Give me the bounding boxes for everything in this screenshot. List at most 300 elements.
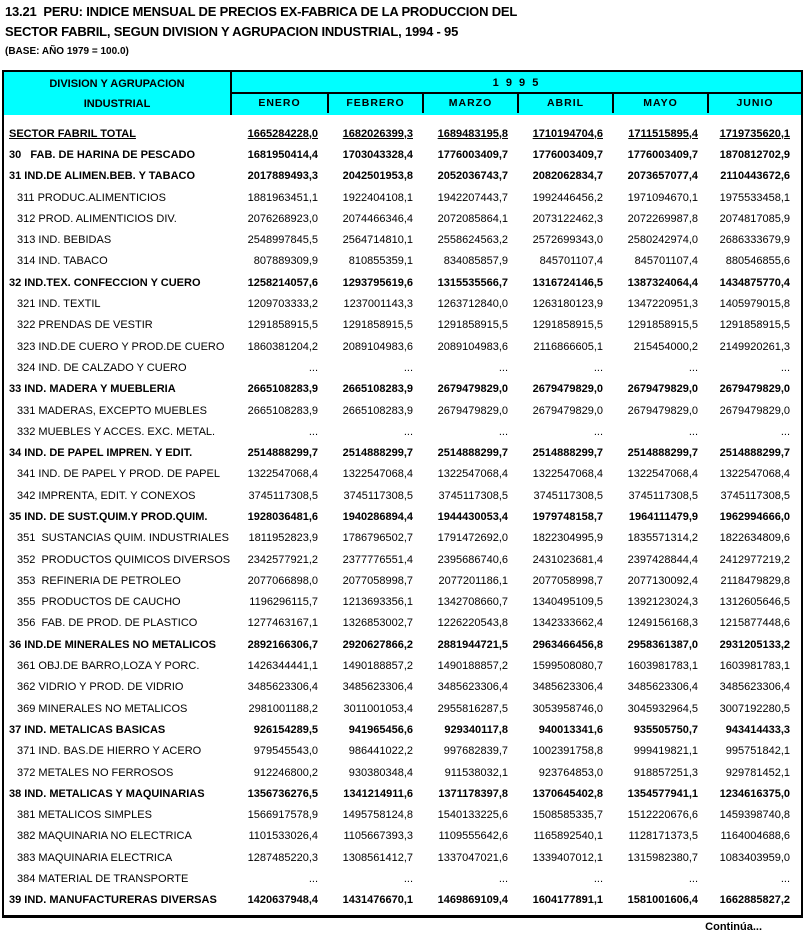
row-value: 1370645402,8 xyxy=(532,787,603,800)
row-value: 1322547068,4 xyxy=(719,468,790,481)
row-label: SECTOR FABRIL TOTAL xyxy=(9,127,136,140)
table-row xyxy=(4,506,801,527)
header-month-marzo: MARZO xyxy=(422,94,517,113)
row-value: 1291858915,5 xyxy=(342,319,413,332)
row-value: 3485623306,4 xyxy=(247,681,318,694)
header-month-abril: ABRIL xyxy=(517,94,612,113)
table-row xyxy=(4,868,801,889)
row-value: 1315982380,7 xyxy=(627,851,698,864)
row-label: 356 FAB. DE PROD. DE PLASTICO xyxy=(17,617,198,630)
row-value: 1213693356,1 xyxy=(342,596,413,609)
row-value: 2572699343,0 xyxy=(532,234,603,247)
row-value: ... xyxy=(308,361,318,374)
header-months-row xyxy=(232,94,801,113)
base-year-note: (BASE: AÑO 1979 = 100.0) xyxy=(5,46,129,57)
row-value: 1164004688,6 xyxy=(720,830,790,843)
row-label: 30 FAB. DE HARINA DE PESCADO xyxy=(9,148,196,161)
row-label: 39 IND. MANUFACTURERAS DIVERSAS xyxy=(9,894,217,907)
row-value: 1710194704,6 xyxy=(532,127,603,140)
row-label: 322 PRENDAS DE VESTIR xyxy=(17,319,153,332)
header-year: 1 9 9 5 xyxy=(232,72,801,94)
row-value: 943414433,3 xyxy=(725,723,790,736)
row-value: 1942207443,7 xyxy=(437,191,508,204)
row-value: 2514888299,7 xyxy=(719,447,790,460)
row-value: 1356736276,5 xyxy=(247,787,318,800)
row-value: 2558624563,2 xyxy=(437,234,508,247)
row-value: 999419821,1 xyxy=(633,745,698,758)
row-value: 1083403959,0 xyxy=(719,851,790,864)
row-label: 351 SUSTANCIAS QUIM. INDUSTRIALES xyxy=(17,532,229,545)
row-label: 342 IMPRENTA, EDIT. Y CONEXOS xyxy=(17,489,196,502)
row-value: 1308561412,7 xyxy=(342,851,413,864)
row-value: 3011001053,4 xyxy=(343,702,413,715)
row-value: 1316724146,5 xyxy=(532,276,603,289)
row-label: 331 MADERAS, EXCEPTO MUEBLES xyxy=(17,404,207,417)
row-value: 1341214911,6 xyxy=(343,787,413,800)
table-row xyxy=(4,698,801,719)
row-label: 36 IND.DE MINERALES NO METALICOS xyxy=(9,638,216,651)
row-value: 3745117308,5 xyxy=(628,489,698,502)
row-value: 2686333679,9 xyxy=(719,234,790,247)
row-label: 37 IND. METALICAS BASICAS xyxy=(9,723,166,736)
row-value: 1776003409,7 xyxy=(532,148,603,161)
row-value: ... xyxy=(308,873,318,886)
row-value: 1459398740,8 xyxy=(719,809,790,822)
row-value: 3007192280,5 xyxy=(719,702,790,715)
table-row xyxy=(4,293,801,314)
row-value: 2089104983,6 xyxy=(437,340,508,353)
row-value: 3045932964,5 xyxy=(627,702,698,715)
row-label: 384 MATERIAL DE TRANSPORTE xyxy=(17,873,189,886)
row-value: 2514888299,7 xyxy=(247,447,318,460)
row-value: 2082062834,7 xyxy=(532,170,603,183)
table-row xyxy=(4,634,801,655)
row-value: 926154289,5 xyxy=(253,723,318,736)
table-row xyxy=(4,570,801,591)
row-value: 2017889493,3 xyxy=(247,170,318,183)
row-label: 353 REFINERIA DE PETROLEO xyxy=(17,574,181,587)
row-value: 2548997845,5 xyxy=(247,234,318,247)
row-value: 1002391758,8 xyxy=(532,745,603,758)
row-value: 2665108283,9 xyxy=(342,383,413,396)
row-value: 997682839,7 xyxy=(443,745,508,758)
table-header xyxy=(4,72,801,115)
row-value: 1940286894,4 xyxy=(342,510,413,523)
row-label: 33 IND. MADERA Y MUEBLERIA xyxy=(9,383,176,396)
row-value: ... xyxy=(688,873,698,886)
row-value: 2118479829,8 xyxy=(720,574,790,587)
row-value: 1979748158,7 xyxy=(532,510,603,523)
row-value: 2881944721,5 xyxy=(437,638,508,651)
row-value: 2665108283,9 xyxy=(247,404,318,417)
row-value: 1604177891,1 xyxy=(532,894,603,907)
row-value: 1975533458,1 xyxy=(719,191,790,204)
row-value: 1387324064,4 xyxy=(627,276,698,289)
row-value: 1822634809,6 xyxy=(719,532,790,545)
row-value: 1342333662,4 xyxy=(532,617,603,630)
row-value: 1490188857,2 xyxy=(437,660,508,673)
row-value: 2564714810,1 xyxy=(342,234,413,247)
row-value: ... xyxy=(593,425,603,438)
row-label: 324 IND. DE CALZADO Y CUERO xyxy=(17,361,187,374)
row-value: 2042501953,8 xyxy=(342,170,413,183)
row-value: 2679479829,0 xyxy=(719,383,790,396)
row-value: 3745117308,5 xyxy=(343,489,413,502)
row-value: 2076268923,0 xyxy=(247,212,318,225)
table-row xyxy=(4,442,801,463)
row-value: 2679479829,0 xyxy=(627,404,698,417)
row-value: 1337047021,6 xyxy=(437,851,508,864)
row-value: 1434875770,4 xyxy=(719,276,790,289)
row-value: 215454000,2 xyxy=(633,340,698,353)
row-label: 369 MINERALES NO METALICOS xyxy=(17,702,188,715)
row-value: 2920627866,2 xyxy=(342,638,413,651)
row-value: 2679479829,0 xyxy=(719,404,790,417)
row-value: ... xyxy=(498,425,508,438)
table-row xyxy=(4,229,801,250)
row-value: 1263180123,9 xyxy=(532,298,603,311)
row-value: ... xyxy=(498,361,508,374)
row-value: 1581001606,4 xyxy=(627,894,698,907)
table-row xyxy=(4,357,801,378)
row-value: 1469869109,4 xyxy=(437,894,508,907)
row-value: 1291858915,5 xyxy=(719,319,790,332)
row-value: 1405979015,8 xyxy=(719,298,790,311)
header-months-section xyxy=(232,72,801,115)
row-value: 1347220951,3 xyxy=(627,298,698,311)
row-value: 2679479829,0 xyxy=(437,404,508,417)
row-value: ... xyxy=(593,873,603,886)
row-value: 2955816287,5 xyxy=(437,702,508,715)
row-value: 1291858915,5 xyxy=(247,319,318,332)
row-value: ... xyxy=(403,361,413,374)
row-value: ... xyxy=(780,425,790,438)
row-value: 2072085864,1 xyxy=(437,212,508,225)
table-row xyxy=(4,528,801,549)
row-value: 1971094670,1 xyxy=(627,191,698,204)
table-row xyxy=(4,187,801,208)
row-value: 1226220543,8 xyxy=(437,617,508,630)
row-value: 2958361387,0 xyxy=(627,638,698,651)
row-value: 2074466346,4 xyxy=(342,212,413,225)
row-value: 3485623306,4 xyxy=(627,681,698,694)
row-value: 2077058998,7 xyxy=(342,574,413,587)
row-value: 2077066898,0 xyxy=(247,574,318,587)
row-value: 3745117308,5 xyxy=(720,489,790,502)
row-value: 1835571314,2 xyxy=(627,532,698,545)
row-value: 2981001188,2 xyxy=(248,702,318,715)
header-division-column xyxy=(4,72,232,115)
row-value: ... xyxy=(780,873,790,886)
row-value: 1291858915,5 xyxy=(437,319,508,332)
row-value: 912246800,2 xyxy=(253,766,318,779)
row-label: 35 IND. DE SUST.QUIM.Y PROD.QUIM. xyxy=(9,510,208,523)
row-label: 371 IND. BAS.DE HIERRO Y ACERO xyxy=(17,745,202,758)
row-label: 34 IND. DE PAPEL IMPREN. Y EDIT. xyxy=(9,447,193,460)
row-value: 929781452,1 xyxy=(725,766,790,779)
row-label: 321 IND. TEXTIL xyxy=(17,298,101,311)
row-value: 3745117308,5 xyxy=(248,489,318,502)
row-value: 1964111479,9 xyxy=(628,510,698,523)
row-value: 1431476670,1 xyxy=(342,894,413,907)
row-value: 1703043328,4 xyxy=(342,148,413,161)
row-value: 2077130092,4 xyxy=(627,574,698,587)
table-row xyxy=(4,655,801,676)
row-value: 2116866605,1 xyxy=(533,340,603,353)
row-value: 1326853002,7 xyxy=(342,617,413,630)
row-value: 2077058998,7 xyxy=(532,574,603,587)
row-label: 382 MAQUINARIA NO ELECTRICA xyxy=(17,830,192,843)
row-value: 2149920261,3 xyxy=(719,340,790,353)
table-row xyxy=(4,144,801,165)
row-value: ... xyxy=(308,425,318,438)
row-value: 1263712840,0 xyxy=(437,298,508,311)
row-value: 834085857,9 xyxy=(443,255,508,268)
row-value: 1665284228,0 xyxy=(247,127,318,140)
row-value: 1101533026,4 xyxy=(248,830,318,843)
row-label: 332 MUEBLES Y ACCES. EXC. METAL. xyxy=(17,425,216,438)
row-value: 1293795619,6 xyxy=(342,276,413,289)
row-value: 1992446456,2 xyxy=(532,191,603,204)
row-value: 1371178397,8 xyxy=(438,787,508,800)
row-label: 323 IND.DE CUERO Y PROD.DE CUERO xyxy=(17,340,225,353)
row-value: 2514888299,7 xyxy=(437,447,508,460)
row-value: 1776003409,7 xyxy=(437,148,508,161)
row-value: 3745117308,5 xyxy=(438,489,508,502)
row-value: ... xyxy=(688,425,698,438)
row-value: 1599508080,7 xyxy=(532,660,603,673)
row-value: 1791472692,0 xyxy=(437,532,508,545)
table-row xyxy=(4,208,801,229)
row-value: 1860381204,2 xyxy=(247,340,318,353)
table-row xyxy=(4,379,801,400)
table-row xyxy=(4,805,801,826)
row-value: 2431023681,4 xyxy=(532,553,603,566)
row-value: 1681950414,4 xyxy=(247,148,318,161)
table-row xyxy=(4,826,801,847)
row-value: 929340117,8 xyxy=(444,723,508,736)
row-value: 2665108283,9 xyxy=(247,383,318,396)
row-value: 1776003409,7 xyxy=(627,148,698,161)
table-row xyxy=(4,783,801,804)
row-value: 1822304995,9 xyxy=(532,532,603,545)
row-label: 352 PRODUCTOS QUIMICOS DIVERSOS xyxy=(17,553,231,566)
row-value: ... xyxy=(498,873,508,886)
table-body xyxy=(4,115,801,915)
row-value: 2072269987,8 xyxy=(627,212,698,225)
row-value: 1682026399,3 xyxy=(342,127,413,140)
header-month-junio: JUNIO xyxy=(707,94,801,113)
row-value: 1426344441,1 xyxy=(247,660,318,673)
table-row xyxy=(4,315,801,336)
row-value: 1662885827,2 xyxy=(719,894,790,907)
row-label: 361 OBJ.DE BARRO,LOZA Y PORC. xyxy=(17,660,200,673)
row-value: 1322547068,4 xyxy=(532,468,603,481)
row-value: 918857251,3 xyxy=(633,766,698,779)
continues-note: Continúa... xyxy=(705,921,762,933)
row-value: 1811952823,9 xyxy=(248,532,318,545)
row-value: ... xyxy=(403,873,413,886)
row-value: 1786796502,7 xyxy=(342,532,413,545)
row-label: 355 PRODUCTOS DE CAUCHO xyxy=(17,596,181,609)
row-value: 1711515895,4 xyxy=(628,127,698,140)
price-index-table xyxy=(2,70,803,918)
table-row xyxy=(4,719,801,740)
row-value: 1420637948,4 xyxy=(247,894,318,907)
row-value: 1291858915,5 xyxy=(627,319,698,332)
row-value: 3485623306,4 xyxy=(532,681,603,694)
row-value: 2679479829,0 xyxy=(437,383,508,396)
page-title-line1: 13.21 PERU: INDICE MENSUAL DE PRECIOS EX-FABRICA DE LA PRODUCCION DEL xyxy=(5,4,518,19)
table-row xyxy=(4,421,801,442)
row-value: 1495758124,8 xyxy=(342,809,413,822)
row-value: 2665108283,9 xyxy=(342,404,413,417)
row-value: 1215877448,6 xyxy=(719,617,790,630)
row-value: 810855359,1 xyxy=(348,255,413,268)
row-value: 995751842,1 xyxy=(725,745,790,758)
table-row xyxy=(4,123,801,144)
row-label: 313 IND. BEBIDAS xyxy=(17,234,112,247)
row-value: 1603981783,1 xyxy=(719,660,790,673)
row-value: 1870812702,9 xyxy=(719,148,790,161)
table-row xyxy=(4,847,801,868)
row-value: 1340495109,5 xyxy=(532,596,603,609)
row-value: 1312605646,5 xyxy=(719,596,790,609)
row-value: 2110443672,6 xyxy=(720,170,790,183)
header-division-line1: DIVISION Y AGRUPACION xyxy=(49,78,185,90)
row-value: 1237001143,3 xyxy=(343,298,413,311)
row-value: ... xyxy=(688,361,698,374)
row-value: 1291858915,5 xyxy=(532,319,603,332)
header-month-mayo: MAYO xyxy=(612,94,707,113)
row-value: 2397428844,4 xyxy=(627,553,698,566)
row-value: 845701107,4 xyxy=(634,255,698,268)
row-value: 2052036743,7 xyxy=(437,170,508,183)
row-value: ... xyxy=(780,361,790,374)
row-value: 1196296115,7 xyxy=(249,596,318,609)
row-value: 2679479829,0 xyxy=(532,383,603,396)
table-row xyxy=(4,336,801,357)
table-row xyxy=(4,592,801,613)
row-value: 923764853,0 xyxy=(538,766,603,779)
row-value: 1922404108,1 xyxy=(342,191,413,204)
row-value: 2963466456,8 xyxy=(532,638,603,651)
row-value: 2580242974,0 xyxy=(627,234,698,247)
row-value: 1342708660,7 xyxy=(437,596,508,609)
row-value: 1944430053,4 xyxy=(437,510,508,523)
row-value: 911538032,1 xyxy=(444,766,508,779)
row-value: 880546855,6 xyxy=(725,255,790,268)
table-row xyxy=(4,762,801,783)
row-value: 3745117308,5 xyxy=(533,489,603,502)
row-label: 372 METALES NO FERROSOS xyxy=(17,766,174,779)
row-value: 1689483195,8 xyxy=(437,127,508,140)
table-row xyxy=(4,464,801,485)
row-value: 1928036481,6 xyxy=(247,510,318,523)
row-value: 1512220676,6 xyxy=(627,809,698,822)
row-value: ... xyxy=(593,361,603,374)
table-row xyxy=(4,613,801,634)
row-label: 311 PRODUC.ALIMENTICIOS xyxy=(17,191,166,204)
row-value: 2395686740,6 xyxy=(437,553,508,566)
row-label: 31 IND.DE ALIMEN.BEB. Y TABACO xyxy=(9,170,196,183)
row-value: 1354577941,1 xyxy=(627,787,698,800)
row-value: 2074817085,9 xyxy=(719,212,790,225)
row-value: 1322547068,4 xyxy=(627,468,698,481)
row-value: 1249156168,3 xyxy=(627,617,698,630)
table-row xyxy=(4,677,801,698)
row-value: 1339407012,1 xyxy=(532,851,603,864)
row-label: 362 VIDRIO Y PROD. DE VIDRIO xyxy=(17,681,184,694)
row-value: 2514888299,7 xyxy=(342,447,413,460)
row-value: 2342577921,2 xyxy=(247,553,318,566)
row-value: 2931205133,2 xyxy=(719,638,790,651)
row-value: 1258214057,6 xyxy=(247,276,318,289)
row-value: 2077201186,1 xyxy=(438,574,508,587)
row-value: 2377776551,4 xyxy=(342,553,413,566)
row-value: 940013341,6 xyxy=(538,723,603,736)
row-label: 381 METALICOS SIMPLES xyxy=(17,809,152,822)
row-value: 1109555642,6 xyxy=(438,830,508,843)
table-row xyxy=(4,890,801,911)
row-value: 807889309,9 xyxy=(253,255,318,268)
row-label: 312 PROD. ALIMENTICIOS DIV. xyxy=(17,212,177,225)
table-row xyxy=(4,400,801,421)
row-value: 845701107,4 xyxy=(539,255,603,268)
row-value: 2412977219,2 xyxy=(719,553,790,566)
row-value: 3485623306,4 xyxy=(342,681,413,694)
row-value: 1165892540,1 xyxy=(533,830,603,843)
row-value: 1392123024,3 xyxy=(627,596,698,609)
row-value: 1490188857,2 xyxy=(342,660,413,673)
row-value: 1315535566,7 xyxy=(437,276,508,289)
row-value: 2679479829,0 xyxy=(627,383,698,396)
row-value: 2892166306,7 xyxy=(247,638,318,651)
row-value: 1322547068,4 xyxy=(342,468,413,481)
row-label: 32 IND.TEX. CONFECCION Y CUERO xyxy=(9,276,201,289)
row-value: 930380348,4 xyxy=(348,766,413,779)
row-value: 1962994666,0 xyxy=(719,510,790,523)
row-value: 986441022,2 xyxy=(348,745,413,758)
row-value: 1322547068,4 xyxy=(247,468,318,481)
row-value: 1322547068,4 xyxy=(437,468,508,481)
header-month-febrero: FEBRERO xyxy=(327,94,422,113)
row-value: 2679479829,0 xyxy=(532,404,603,417)
row-value: 3053958746,0 xyxy=(532,702,603,715)
row-value: 1234616375,0 xyxy=(719,787,790,800)
table-row xyxy=(4,272,801,293)
row-value: 1128171373,5 xyxy=(628,830,698,843)
table-row xyxy=(4,251,801,272)
row-label: 314 IND. TABACO xyxy=(17,255,108,268)
row-value: 1603981783,1 xyxy=(627,660,698,673)
row-value: 1881963451,1 xyxy=(247,191,318,204)
row-value: 935505750,7 xyxy=(633,723,698,736)
row-value: 2514888299,7 xyxy=(627,447,698,460)
row-value: 1209703333,2 xyxy=(247,298,318,311)
row-value: ... xyxy=(403,425,413,438)
row-label: 38 IND. METALICAS Y MAQUINARIAS xyxy=(9,787,205,800)
row-label: 341 IND. DE PAPEL Y PROD. DE PAPEL xyxy=(17,468,220,481)
table-row xyxy=(4,166,801,187)
row-value: 1105667393,3 xyxy=(343,830,413,843)
table-row xyxy=(4,741,801,762)
table-row xyxy=(4,549,801,570)
row-value: 1566917578,9 xyxy=(247,809,318,822)
row-value: 979545543,0 xyxy=(253,745,318,758)
row-value: 941965456,6 xyxy=(348,723,413,736)
row-value: 1719735620,1 xyxy=(719,127,790,140)
